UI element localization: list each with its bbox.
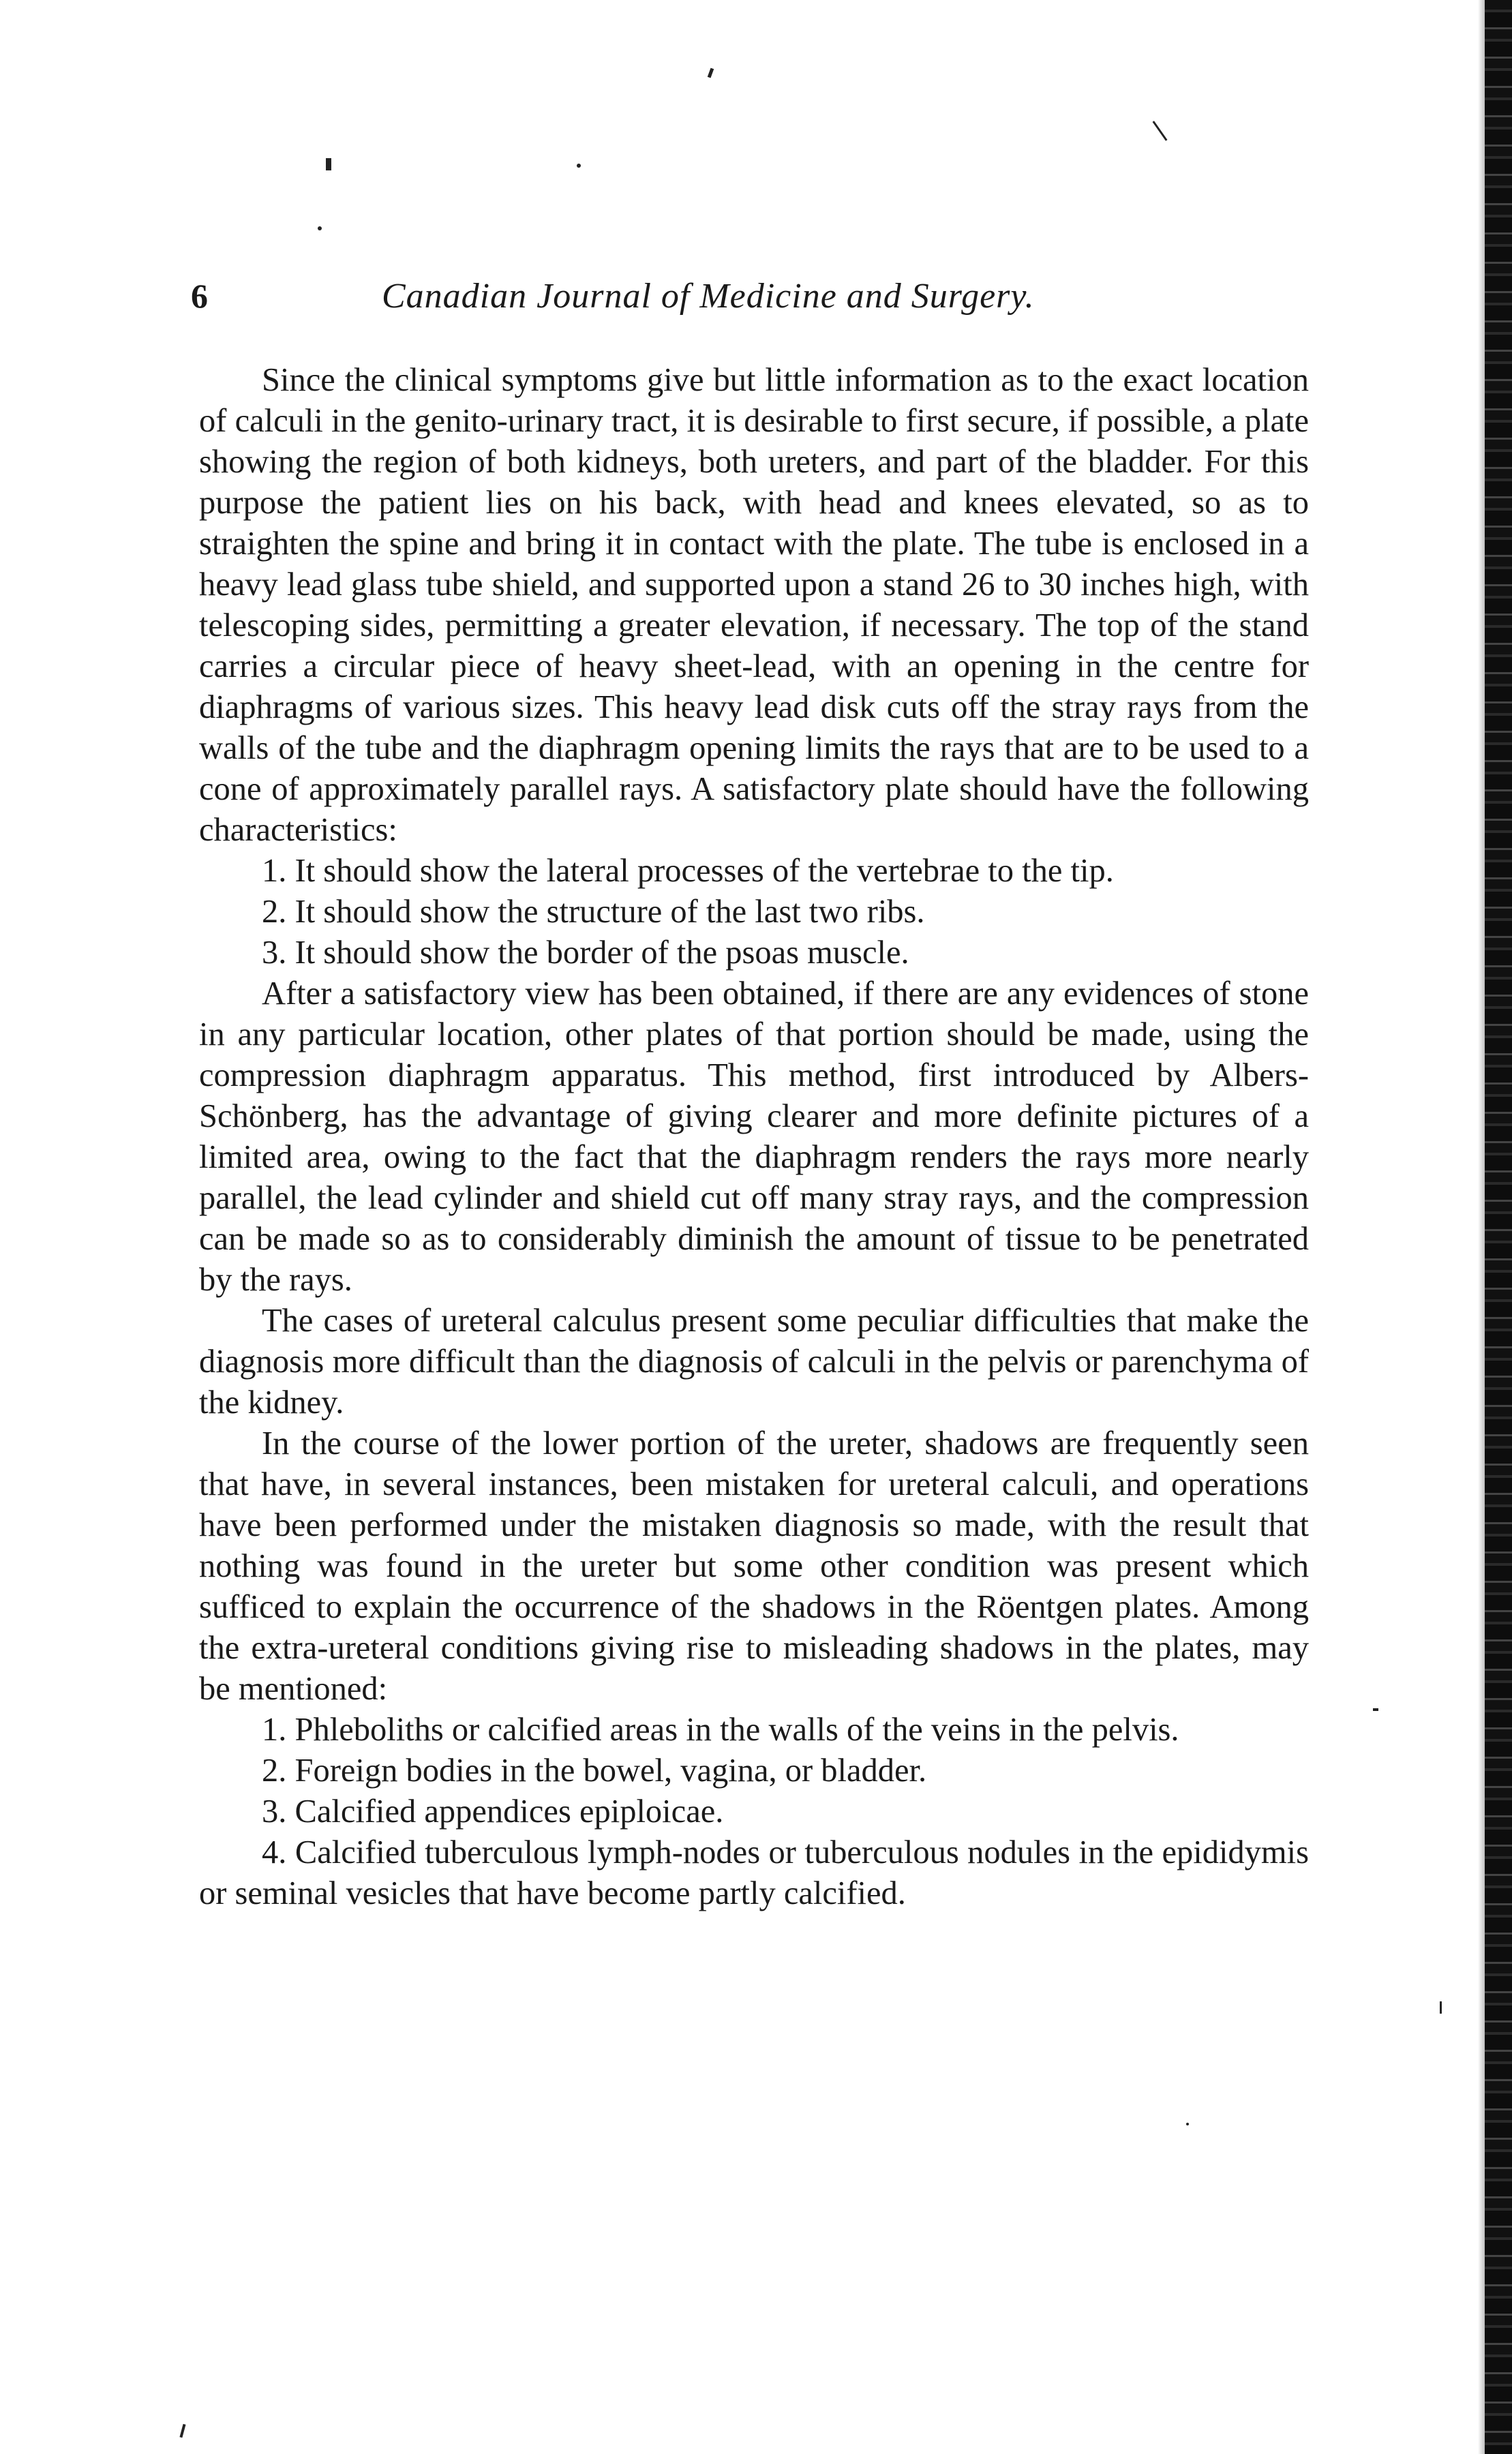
article-body xyxy=(199,360,1309,1914)
paragraph-compression: After a satisfactory view has been obtained, if there are any evidences of stone in any particular location, other plates of that portion should be made, using the compression diaphragm apparatus. This method, first introduced by Albers-Schönberg, has the advantage of giving clearer and more definite pictures of a limited area, owing to the fact that the diaphragm renders the rays more nearly parallel, the lead cylinder and shield cut off many stray rays, and the compression can be made so as to considerably diminish the amount of tissue to be penetrated by the rays. xyxy=(199,975,1309,1298)
page-number: 6 xyxy=(191,277,208,315)
list-item: 3. It should show the border of the psoas muscle. xyxy=(262,935,909,971)
scan-speck xyxy=(326,158,331,170)
list-item: 2. Foreign bodies in the bowel, vagina, or bladder. xyxy=(262,1753,927,1789)
list-item: 4. Calcified tuberculous lymph-nodes or tuberculous nodules in the epididymis or seminal vesicles that have become partly calcified. xyxy=(199,1834,1309,1911)
scan-speck xyxy=(179,2424,185,2438)
paragraph-ureteral: The cases of ureteral calculus present some peculiar difficulties that make the diagnosis more difficult than the diagnosis of calculi in the pelvis or parenchyma of the kidney. xyxy=(199,1303,1309,1421)
scan-speck xyxy=(1373,1708,1378,1711)
list-item: 3. Calcified appendices epiploicae. xyxy=(262,1793,724,1830)
paragraph-shadows: In the course of the lower portion of the ureter, shadows are frequently seen that have, in several instances, been mistaken for ureteral calculi, and operations have been performed under the mistaken diagnosis so made, with the result that nothing was found in the ureter but some other condition was present which sufficed to explain the occurrence of the shadows in the Röentgen plates. Among the extra-ureteral conditions giving rise to misleading shadows in the plates, may be mentioned: xyxy=(199,1425,1309,1707)
list-item: 2. It should show the structure of the last two ribs. xyxy=(262,894,925,930)
scan-speck xyxy=(708,68,714,78)
scan-speck xyxy=(1153,121,1168,141)
paragraph-intro: Since the clinical symptoms give but little information as to the exact location of calculi in the genito-urinary tract, it is desirable to first secure, if possible, a plate showing the region of both kidneys, both ureters, and part of the bladder. For this purpose the patient lies on his back, with head and knees elevated, so as to straighten the spine and bring it in contact with the plate. The tube is enclosed in a heavy lead glass tube shield, and supported upon a stand 26 to 30 inches high, with telescoping sides, permitting a greater elevation, if necessary. The top of the stand carries a circular piece of heavy sheet-lead, with an opening in the centre for diaphragms of various sizes. This heavy lead disk cuts off the stray rays from the walls of the tube and the diaphragm opening limits the rays that are to be used to a cone of approximately parallel rays. A satisfactory plate should have the following characteristics: xyxy=(199,362,1309,848)
binding-edge xyxy=(1485,0,1512,2454)
scan-speck xyxy=(1186,2123,1189,2125)
page-header xyxy=(191,276,1309,331)
list-item: 1. It should show the lateral processes of the vertebrae to the tip. xyxy=(262,853,1114,889)
scan-speck xyxy=(318,226,322,230)
scan-speck xyxy=(1440,2001,1442,2014)
running-title: Canadian Journal of Medicine and Surgery. xyxy=(382,277,1035,316)
list-item: 1. Phleboliths or calcified areas in the walls of the veins in the pelvis. xyxy=(262,1712,1179,1748)
scan-speck xyxy=(577,164,581,168)
